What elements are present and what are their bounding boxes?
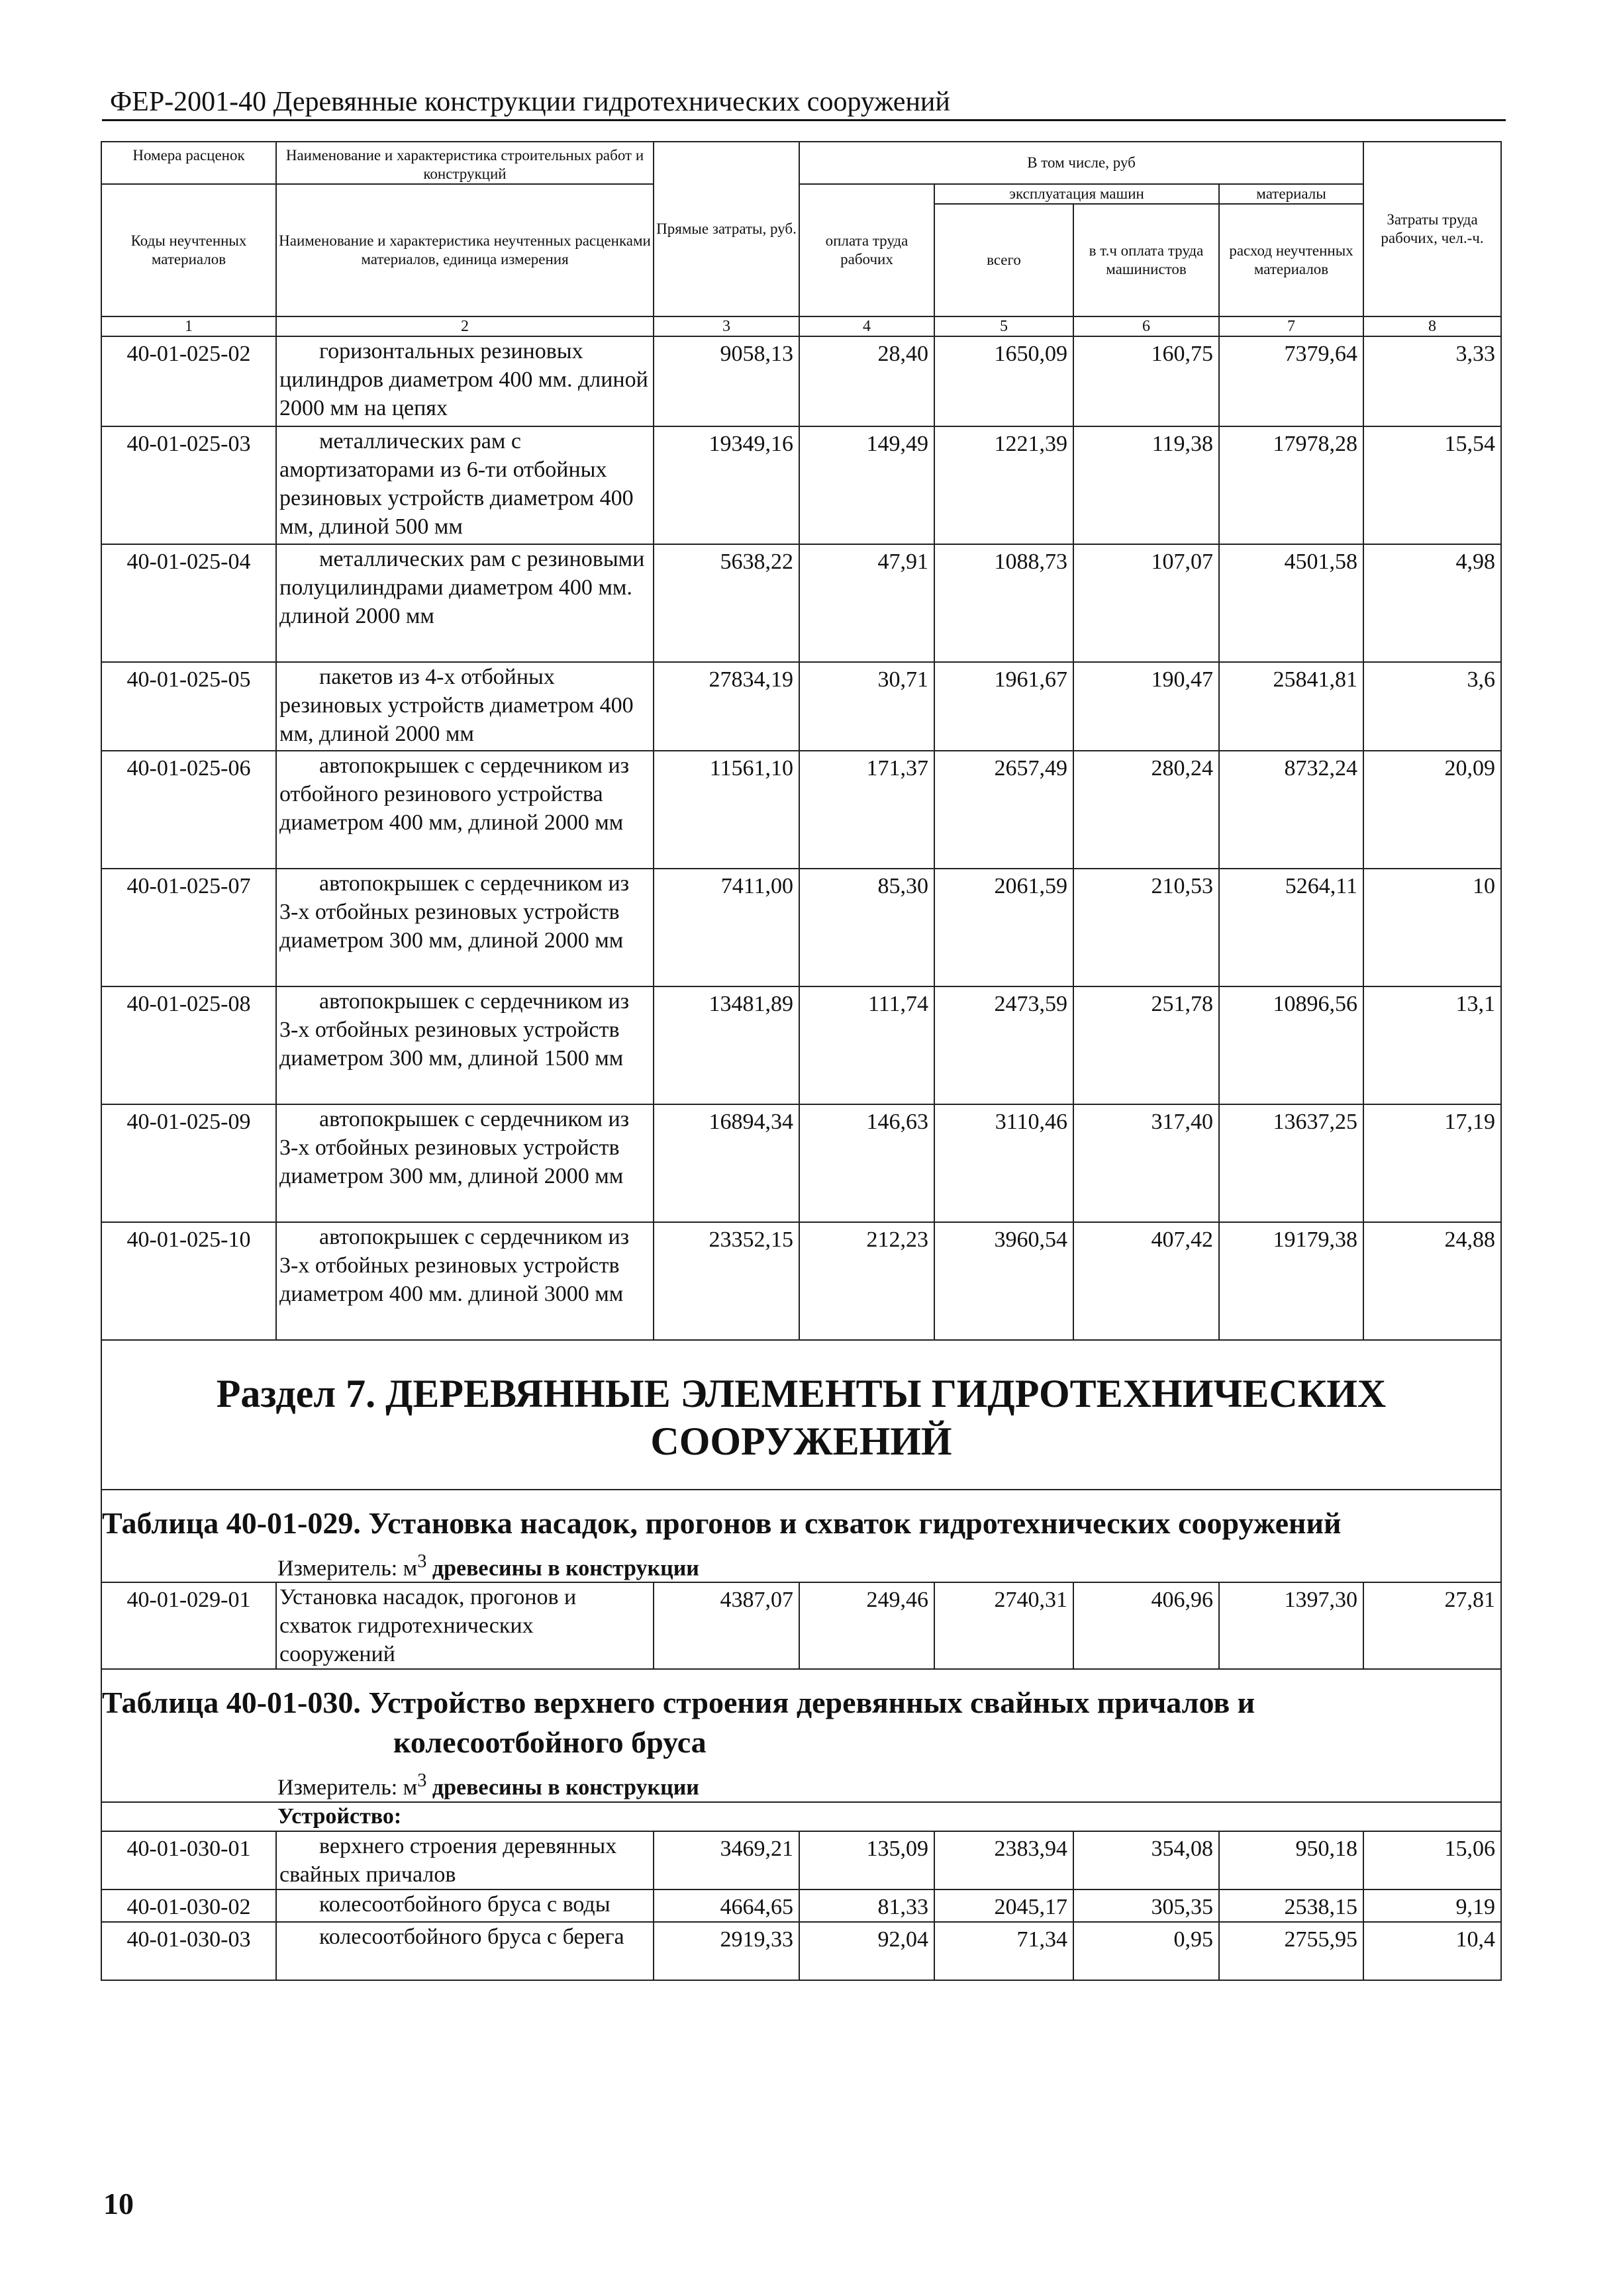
labor-hours: 27,81 <box>1363 1582 1501 1669</box>
table-30-title <box>102 1670 1500 1768</box>
work-name <box>276 662 654 751</box>
direct-costs: 3469,21 <box>654 1831 799 1889</box>
work-name <box>276 869 654 986</box>
machines-total: 1221,39 <box>934 426 1073 544</box>
labor-pay: 28,40 <box>799 336 934 426</box>
rate-code: 40-01-030-03 <box>101 1922 276 1980</box>
column-number: 1 <box>101 316 276 336</box>
head-direct-costs: Прямые затраты, руб. <box>654 142 799 316</box>
measure-label: Измеритель: м <box>277 1556 418 1581</box>
materials-cost: 2538,15 <box>1219 1889 1363 1922</box>
direct-costs: 19349,16 <box>654 426 799 544</box>
head-labor-hours: Затраты труда рабочих, чел.-ч. <box>1363 142 1501 316</box>
table-29-measure <box>102 1549 1500 1582</box>
labor-pay: 212,23 <box>799 1222 934 1340</box>
head-machines-total: всего <box>934 204 1073 316</box>
column-number: 3 <box>654 316 799 336</box>
machines-total: 3110,46 <box>934 1104 1073 1222</box>
head-material-codes: Коды неучтенных материалов <box>101 184 276 316</box>
table-title-row <box>101 1490 1501 1582</box>
work-name <box>276 1222 654 1340</box>
work-name-text: горизонтальных резиновых цилиндров диаметром 400 мм. длиной 2000 мм на цепях <box>279 339 648 420</box>
rate-code: 40-01-025-10 <box>101 1222 276 1340</box>
materials-cost: 950,18 <box>1219 1831 1363 1889</box>
operators-pay: 107,07 <box>1073 544 1219 662</box>
labor-hours: 9,19 <box>1363 1889 1501 1922</box>
work-name-text: автопокрышек с сердечником из отбойного резинового устройства диаметром 400 мм, длиной 2000 мм <box>279 753 630 835</box>
table-head-row <box>101 142 1501 184</box>
measure-label: Измеритель: м <box>277 1775 418 1800</box>
labor-hours: 4,98 <box>1363 544 1501 662</box>
direct-costs: 16894,34 <box>654 1104 799 1222</box>
materials-cost: 19179,38 <box>1219 1222 1363 1340</box>
section-title-line1: Раздел 7. ДЕРЕВЯННЫЕ ЭЛЕМЕНТЫ ГИДРОТЕХНИЧЕСКИХ <box>216 1372 1387 1415</box>
table-row <box>101 869 1501 986</box>
work-name-text: автопокрышек с сердечником из 3-х отбойных резиновых устройств диаметром 400 мм. длиной 3000 мм <box>279 1225 630 1306</box>
materials-cost: 17978,28 <box>1219 426 1363 544</box>
head-group-including: В том числе, руб <box>799 142 1363 184</box>
table-30-block <box>101 1669 1501 1801</box>
table-29-block <box>101 1490 1501 1582</box>
labor-pay: 149,49 <box>799 426 934 544</box>
head-material-names: Наименование и характеристика неучтенных расценками материалов, единица измерения <box>276 184 654 316</box>
direct-costs: 2919,33 <box>654 1922 799 1980</box>
labor-hours: 10 <box>1363 869 1501 986</box>
rate-code: 40-01-025-03 <box>101 426 276 544</box>
column-number: 5 <box>934 316 1073 336</box>
head-materials: материалы <box>1219 184 1363 204</box>
section-row <box>101 1340 1501 1490</box>
head-work-name: Наименование и характеристика строительных работ и конструкций <box>276 142 654 184</box>
labor-hours: 17,19 <box>1363 1104 1501 1222</box>
direct-costs: 4387,07 <box>654 1582 799 1669</box>
operators-pay: 251,78 <box>1073 986 1219 1104</box>
materials-cost: 10896,56 <box>1219 986 1363 1104</box>
labor-pay: 30,71 <box>799 662 934 751</box>
labor-hours: 3,33 <box>1363 336 1501 426</box>
operators-pay: 280,24 <box>1073 751 1219 869</box>
machines-total: 2473,59 <box>934 986 1073 1104</box>
table-row <box>101 751 1501 869</box>
machines-total: 1961,67 <box>934 662 1073 751</box>
work-name <box>276 986 654 1104</box>
operators-pay: 406,96 <box>1073 1582 1219 1669</box>
table-row <box>101 1104 1501 1222</box>
materials-cost: 2755,95 <box>1219 1922 1363 1980</box>
head-materials-use: расход неучтенных материалов <box>1219 204 1363 316</box>
machines-total: 2045,17 <box>934 1889 1073 1922</box>
column-number-row <box>101 316 1501 336</box>
operators-pay: 210,53 <box>1073 869 1219 986</box>
machines-total: 3960,54 <box>934 1222 1073 1340</box>
rate-code: 40-01-025-09 <box>101 1104 276 1222</box>
work-name <box>276 1831 654 1889</box>
machines-total: 1650,09 <box>934 336 1073 426</box>
direct-costs: 23352,15 <box>654 1222 799 1340</box>
table-row <box>101 426 1501 544</box>
labor-pay: 85,30 <box>799 869 934 986</box>
work-name <box>276 336 654 426</box>
operators-pay: 305,35 <box>1073 1889 1219 1922</box>
labor-pay: 92,04 <box>799 1922 934 1980</box>
materials-cost: 13637,25 <box>1219 1104 1363 1222</box>
table-row <box>101 1889 1501 1922</box>
machines-total: 71,34 <box>934 1922 1073 1980</box>
machines-total: 2383,94 <box>934 1831 1073 1889</box>
direct-costs: 27834,19 <box>654 662 799 751</box>
work-name <box>276 1104 654 1222</box>
labor-pay: 111,74 <box>799 986 934 1104</box>
work-name <box>276 1922 654 1980</box>
materials-cost: 25841,81 <box>1219 662 1363 751</box>
direct-costs: 4664,65 <box>654 1889 799 1922</box>
rate-code: 40-01-025-04 <box>101 544 276 662</box>
rate-code: 40-01-025-02 <box>101 336 276 426</box>
work-name <box>276 426 654 544</box>
rate-code: 40-01-030-02 <box>101 1889 276 1922</box>
table-29-title: Таблица 40-01-029. Установка насадок, прогонов и схваток гидротехнических сооружений <box>102 1506 1342 1540</box>
work-name <box>276 751 654 869</box>
column-number: 7 <box>1219 316 1363 336</box>
labor-hours: 3,6 <box>1363 662 1501 751</box>
work-name <box>276 544 654 662</box>
rate-code: 40-01-025-07 <box>101 869 276 986</box>
column-number: 6 <box>1073 316 1219 336</box>
operators-pay: 317,40 <box>1073 1104 1219 1222</box>
price-table <box>101 141 1502 1981</box>
table-row <box>101 662 1501 751</box>
header-rule <box>102 119 1506 121</box>
labor-pay: 146,63 <box>799 1104 934 1222</box>
head-operators-pay: в т.ч оплата труда машинистов <box>1073 204 1219 316</box>
direct-costs: 7411,00 <box>654 869 799 986</box>
labor-hours: 24,88 <box>1363 1222 1501 1340</box>
column-number: 2 <box>276 316 654 336</box>
machines-total: 1088,73 <box>934 544 1073 662</box>
work-name-text: пакетов из 4-х отбойных резиновых устройств диаметром 400 мм, длиной 2000 мм <box>279 665 634 746</box>
labor-pay: 47,91 <box>799 544 934 662</box>
materials-cost: 4501,58 <box>1219 544 1363 662</box>
table-title-row <box>101 1669 1501 1801</box>
table-head-row <box>101 184 1501 204</box>
labor-hours: 10,4 <box>1363 1922 1501 1980</box>
materials-cost: 1397,30 <box>1219 1582 1363 1669</box>
machines-total: 2657,49 <box>934 751 1073 869</box>
materials-cost: 8732,24 <box>1219 751 1363 869</box>
labor-hours: 13,1 <box>1363 986 1501 1104</box>
subheading-row <box>101 1802 1501 1831</box>
running-header: ФЕР-2001-40 Деревянные конструкции гидротехнических сооружений <box>110 87 950 117</box>
labor-pay: 171,37 <box>799 751 934 869</box>
table-row <box>101 1922 1501 1980</box>
rate-code: 40-01-025-06 <box>101 751 276 869</box>
table-30-title-line2: колесоотбойного бруса <box>393 1725 707 1760</box>
operators-pay: 354,08 <box>1073 1831 1219 1889</box>
work-name-text: автопокрышек с сердечником из 3-х отбойных резиновых устройств диаметром 300 мм, длиной 1500 мм <box>279 989 630 1071</box>
work-name <box>276 1889 654 1922</box>
work-name-text: верхнего строения деревянных свайных причалов <box>279 1833 617 1887</box>
table-row <box>101 986 1501 1104</box>
operators-pay: 119,38 <box>1073 426 1219 544</box>
measure-unit-exponent: 3 <box>417 1770 427 1792</box>
operators-pay: 407,42 <box>1073 1222 1219 1340</box>
operators-pay: 190,47 <box>1073 662 1219 751</box>
rate-code: 40-01-029-01 <box>101 1582 276 1669</box>
work-name-text: металлических рам с амортизаторами из 6-ти отбойных резиновых устройств диаметром 400 мм, длиной 500 мм <box>279 429 634 539</box>
table-30-measure <box>102 1768 1500 1801</box>
table-row <box>101 1222 1501 1340</box>
labor-pay: 249,46 <box>799 1582 934 1669</box>
machines-total: 2740,31 <box>934 1582 1073 1669</box>
materials-cost: 5264,11 <box>1219 869 1363 986</box>
work-name-text: автопокрышек с сердечником из 3-х отбойных резиновых устройств диаметром 300 мм, длиной 2000 мм <box>279 871 630 953</box>
labor-pay: 81,33 <box>799 1889 934 1922</box>
measure-unit-exponent: 3 <box>417 1551 427 1572</box>
rate-code: 40-01-025-05 <box>101 662 276 751</box>
page-number: 10 <box>103 2187 134 2221</box>
operators-pay: 160,75 <box>1073 336 1219 426</box>
machines-total: 2061,59 <box>934 869 1073 986</box>
work-name-text: колесоотбойного бруса с берега <box>319 1924 624 1949</box>
column-number: 8 <box>1363 316 1501 336</box>
table-row <box>101 544 1501 662</box>
measure-unit-text: древесины в конструкции <box>426 1556 699 1581</box>
rate-code: 40-01-030-01 <box>101 1831 276 1889</box>
operators-pay: 0,95 <box>1073 1922 1219 1980</box>
table-row <box>101 1582 1501 1669</box>
labor-hours: 20,09 <box>1363 751 1501 869</box>
direct-costs: 5638,22 <box>654 544 799 662</box>
table-row <box>101 1831 1501 1889</box>
labor-hours: 15,06 <box>1363 1831 1501 1889</box>
column-number: 4 <box>799 316 934 336</box>
head-labor-pay: оплата труда рабочих <box>799 184 934 316</box>
direct-costs: 9058,13 <box>654 336 799 426</box>
table-30-subheading: Устройство: <box>101 1802 1501 1831</box>
direct-costs: 13481,89 <box>654 986 799 1104</box>
work-name-text: колесоотбойного бруса с воды <box>319 1891 611 1917</box>
direct-costs: 11561,10 <box>654 751 799 869</box>
table-30-title-line1: Таблица 40-01-030. Устройство верхнего строения деревянных свайных причалов и <box>102 1686 1255 1720</box>
rate-code: 40-01-025-08 <box>101 986 276 1104</box>
labor-hours: 15,54 <box>1363 426 1501 544</box>
work-name: Установка насадок, прогонов и схваток гидротехнических сооружений <box>276 1582 654 1669</box>
materials-cost: 7379,64 <box>1219 336 1363 426</box>
head-machines: эксплуатация машин <box>934 184 1219 204</box>
labor-pay: 135,09 <box>799 1831 934 1889</box>
work-name-text: металлических рам с резиновыми полуцилиндрами диаметром 400 мм. длиной 2000 мм <box>279 547 645 628</box>
measure-unit-text: древесины в конструкции <box>426 1775 699 1800</box>
work-name-text: автопокрышек с сердечником из 3-х отбойных резиновых устройств диаметром 300 мм, длиной 2000 мм <box>279 1107 630 1188</box>
section-title <box>101 1340 1501 1490</box>
section-title-line2: СООРУЖЕНИЙ <box>650 1419 952 1463</box>
table-row <box>101 336 1501 426</box>
head-rate-number: Номера расценок <box>101 142 276 184</box>
